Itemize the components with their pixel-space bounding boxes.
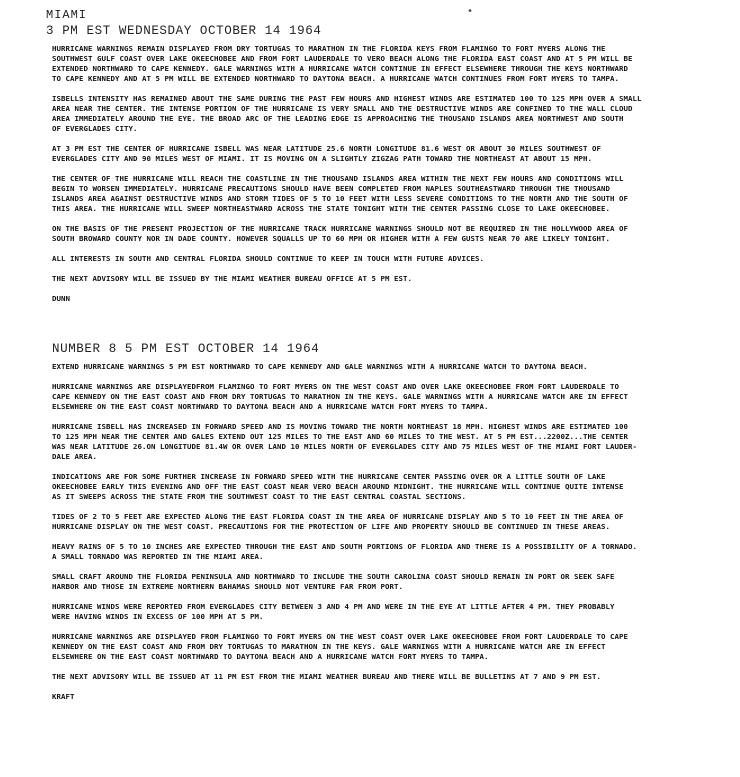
- text-line: EXTENDED NORTHWARD TO CAPE KENNEDY. GALE WARNINGS WITH A HURRICANE WATCH CONTINUE IN EFFECT ELSEWHERE THROUGH THE KEYS NORTHWARD: [52, 64, 628, 73]
- advisory-paragraph: [52, 224, 712, 244]
- advisory-paragraph: [52, 274, 712, 284]
- text-line: HURRICANE WARNINGS ARE DISPLAYEDFROM FLAMINGO TO FORT MYERS ON THE WEST COAST AND OVER LAKE OKEECHOBEE FROM FORT LAUDERDALE TO: [52, 382, 619, 391]
- text-line: HURRICANE ISBELL HAS INCREASED IN FORWARD SPEED AND IS MOVING TOWARD THE NORTH NORTHEAST 18 MPH. HIGHEST WINDS ARE ESTIMATED 100: [52, 422, 628, 431]
- text-line: INDICATIONS ARE FOR SOME FURTHER INCREASE IN FORWARD SPEED WITH THE HURRICANE CENTER PASSING OVER OR A LITTLE SOUTH OF LAKE: [52, 472, 606, 481]
- advisory-8-body: [52, 362, 712, 712]
- advisory-1-body: [52, 44, 712, 314]
- text-line: AREA IMMEDIATELY AROUND THE EYE. THE BROAD ARC OF THE LEADING EDGE IS APPROACHING THE THOUSAND ISLANDS AREA NORTHWEST AND SOUTH: [52, 114, 624, 123]
- text-line: ELSEWHERE ON THE EAST COAST NORTHWARD TO DAYTONA BEACH AND A HURRICANE WATCH FORT MYERS TO TAMPA.: [52, 402, 489, 411]
- location-heading: MIAMI: [46, 8, 88, 22]
- advisory-paragraph: [52, 294, 712, 304]
- text-line: HARBOR AND THOSE IN EXTREME NORTHERN BAHAMAS SHOULD NOT VENTURE FAR FROM PORT.: [52, 582, 403, 591]
- text-line: A SMALL TORNADO WAS REPORTED IN THE MIAMI AREA.: [52, 552, 264, 561]
- text-line: ISLANDS AREA AGAINST DESTRUCTIVE WINDS AND STORM TIDES OF 5 TO 10 FEET WITH LESS SEVERE CONDITIONS TO THE NORTH AND THE SOUTH OF: [52, 194, 628, 203]
- text-line: WAS NEAR LATITUDE 26.ON LONGITUDE 81.4W OR OVER LAND 10 MILES NORTH OF EVERGLADES CITY AND 75 MILES WEST OF THE MIAMI FORT LAUDER-: [52, 442, 637, 451]
- text-line: THE NEXT ADVISORY WILL BE ISSUED AT 11 PM EST FROM THE MIAMI WEATHER BUREAU AND THERE WILL BE BULLETINS AT 7 AND 9 PM EST.: [52, 672, 601, 681]
- advisory-paragraph: [52, 472, 712, 502]
- text-line: ON THE BASIS OF THE PRESENT PROJECTION OF THE HURRICANE TRACK HURRICANE WARNINGS SHOULD NOT BE REQUIRED IN THE HOLLYWOOD AREA OF: [52, 224, 628, 233]
- advisory-paragraph: [52, 632, 712, 662]
- text-line: HURRICANE DISPLAY ON THE WEST COAST. PRECAUTIONS FOR THE PROTECTION OF LIFE AND PROPERTY SHOULD BE CONTINUED IN THESE AREAS.: [52, 522, 610, 531]
- text-line: HURRICANE WARNINGS ARE DISPLAYED FROM FLAMINGO TO FORT MYERS ON THE WEST COAST OVER LAKE OKEECHOBEE FROM FORT LAUDERDALE TO CAPE: [52, 632, 628, 641]
- text-line: SOUTHWEST GULF COAST OVER LAKE OKEECHOBEE AND FROM FORT LAUDERDALE TO VERO BEACH ALONG THE FLORIDA EAST COAST AND AT 5 PM WILL BE: [52, 54, 633, 63]
- advisory-paragraph: [52, 254, 712, 264]
- advisory-paragraph: [52, 94, 712, 134]
- advisory-8-heading: NUMBER 8 5 PM EST OCTOBER 14 1964: [52, 342, 320, 356]
- advisory-paragraph: [52, 174, 712, 214]
- text-line: OF EVERGLADES CITY.: [52, 124, 138, 133]
- text-line: TIDES OF 2 TO 5 FEET ARE EXPECTED ALONG THE EAST FLORIDA COAST IN THE AREA OF HURRICANE DISPLAY AND 5 TO 10 FEET IN THE AREA OF: [52, 512, 624, 521]
- advisory-paragraph: [52, 512, 712, 532]
- text-line: KRAFT: [52, 692, 75, 701]
- text-line: SMALL CRAFT AROUND THE FLORIDA PENINSULA AND NORTHWARD TO INCLUDE THE SOUTH CAROLINA COAST SHOULD REMAIN IN PORT OR SEEK SAFE: [52, 572, 615, 581]
- text-line: HURRICANE WINDS WERE REPORTED FROM EVERGLADES CITY BETWEEN 3 AND 4 PM AND WERE IN THE EYE AT LITTLE AFTER 4 PM. THEY PROBABLY: [52, 602, 615, 611]
- text-line: DUNN: [52, 294, 70, 303]
- text-line: THE CENTER OF THE HURRICANE WILL REACH THE COASTLINE IN THE THOUSAND ISLANDS AREA WITHIN THE NEXT FEW HOURS AND CONDITIONS WILL: [52, 174, 624, 183]
- text-line: ALL INTERESTS IN SOUTH AND CENTRAL FLORIDA SHOULD CONTINUE TO KEEP IN TOUCH WITH FUTURE ADVICES.: [52, 254, 484, 263]
- pen-mark: •: [467, 6, 474, 17]
- text-line: OKEECHOBEE EARLY THIS EVENING AND OFF THE EAST COAST NEAR VERO BEACH AROUND MIDNIGHT. THE HURRICANE WILL CONTINUE QUITE INTENSE: [52, 482, 624, 491]
- text-line: SOUTH BROWARD COUNTY NOR IN DADE COUNTY. HOWEVER SQUALLS UP TO 60 MPH OR HIGHER WITH A FEW GUSTS NEAR 70 ARE LIKELY TONIGHT.: [52, 234, 610, 243]
- advisory-paragraph: [52, 602, 712, 622]
- advisory-paragraph: [52, 422, 712, 462]
- text-line: HEAVY RAINS OF 5 TO 10 INCHES ARE EXPECTED THROUGH THE EAST AND SOUTH PORTIONS OF FLORIDA AND THERE IS A POSSIBILITY OF A TORNADO.: [52, 542, 637, 551]
- text-line: DALE AREA.: [52, 452, 97, 461]
- text-line: CAPE KENNEDY ON THE EAST COAST AND FROM DRY TORTUGAS TO MARATHON IN THE KEYS. GALE WARNINGS WITH A HURRICANE WATCH ARE IN EFFECT: [52, 392, 628, 401]
- advisory-paragraph: [52, 672, 712, 682]
- advisory-paragraph: [52, 572, 712, 592]
- advisory-time-heading: 3 PM EST WEDNESDAY OCTOBER 14 1964: [46, 24, 322, 38]
- advisory-paragraph: [52, 44, 712, 84]
- text-line: THIS AREA. THE HURRICANE WILL SWEEP NORTHEASTWARD ACROSS THE STATE TONIGHT WITH THE CENTER PASSING CLOSE TO LAKE OKEECHOBEE.: [52, 204, 610, 213]
- text-line: AS IT SWEEPS ACROSS THE STATE FROM THE SOUTHWEST COAST TO THE EAST CENTRAL COASTAL SECTIONS.: [52, 492, 466, 501]
- text-line: ELSEWHERE ON THE EAST COAST NORTHWARD TO DAYTONA BEACH AND A HURRICANE WATCH FORT MYERS TO TAMPA.: [52, 652, 489, 661]
- text-line: KENNEDY ON THE EAST COAST AND FROM DRY TORTUGAS TO MARATHON IN THE KEYS. GALE WARNINGS WITH A HURRICANE WATCH ARE IN EFFECT: [52, 642, 606, 651]
- text-line: HURRICANE WARNINGS REMAIN DISPLAYED FROM DRY TORTUGAS TO MARATHON IN THE FLORIDA KEYS FROM FLAMINGO TO FORT MYERS ALONG THE: [52, 44, 606, 53]
- advisory-paragraph: [52, 144, 712, 164]
- text-line: AREA NEAR THE CENTER. THE INTENSE PORTION OF THE HURRICANE IS VERY SMALL AND THE DESTRUCTIVE WINDS ARE CONFINED TO THE WALL CLOUD: [52, 104, 633, 113]
- text-line: THE NEXT ADVISORY WILL BE ISSUED BY THE MIAMI WEATHER BUREAU OFFICE AT 5 PM EST.: [52, 274, 412, 283]
- advisory-paragraph: [52, 692, 712, 702]
- text-line: EVERGLADES CITY AND 90 MILES WEST OF MIAMI. IT IS MOVING ON A SLIGHTLY ZIGZAG PATH TOWARD THE NORTHEAST AT ABOUT 15 MPH.: [52, 154, 592, 163]
- text-line: TO CAPE KENNEDY AND AT 5 PM WILL BE EXTENDED NORTHWARD TO DAYTONA BEACH. A HURRICANE WATCH CONTINUES FROM FORT MYERS TO TAMPA.: [52, 74, 619, 83]
- text-line: BEGIN TO WORSEN IMMEDIATELY. HURRICANE PRECAUTIONS SHOULD HAVE BEEN COMPLETED FROM NAPLES SOUTHEASTWARD THROUGH THE THOUSAND: [52, 184, 610, 193]
- text-line: ISBELLS INTENSITY HAS REMAINED ABOUT THE SAME DURING THE PAST FEW HOURS AND HIGHEST WINDS ARE ESTIMATED 100 TO 125 MPH OVER A SMALL: [52, 94, 642, 103]
- text-line: TO 125 MPH NEAR THE CENTER AND GALES EXTEND OUT 125 MILES TO THE EAST AND 60 MILES TO THE WEST. AT 5 PM EST...2200Z...THE CENTER: [52, 432, 628, 441]
- advisory-paragraph: [52, 382, 712, 412]
- advisory-paragraph: [52, 362, 712, 372]
- text-line: AT 3 PM EST THE CENTER OF HURRICANE ISBELL WAS NEAR LATITUDE 25.6 NORTH LONGITUDE 81.6 WEST OR ABOUT 30 MILES SOUTHWEST OF: [52, 144, 601, 153]
- text-line: WERE HAVING WINDS IN EXCESS OF 100 MPH AT 5 PM.: [52, 612, 264, 621]
- text-line: EXTEND HURRICANE WARNINGS 5 PM EST NORTHWARD TO CAPE KENNEDY AND GALE WARNINGS WITH A HURRICANE WATCH TO DAYTONA BEACH.: [52, 362, 588, 371]
- advisory-paragraph: [52, 542, 712, 562]
